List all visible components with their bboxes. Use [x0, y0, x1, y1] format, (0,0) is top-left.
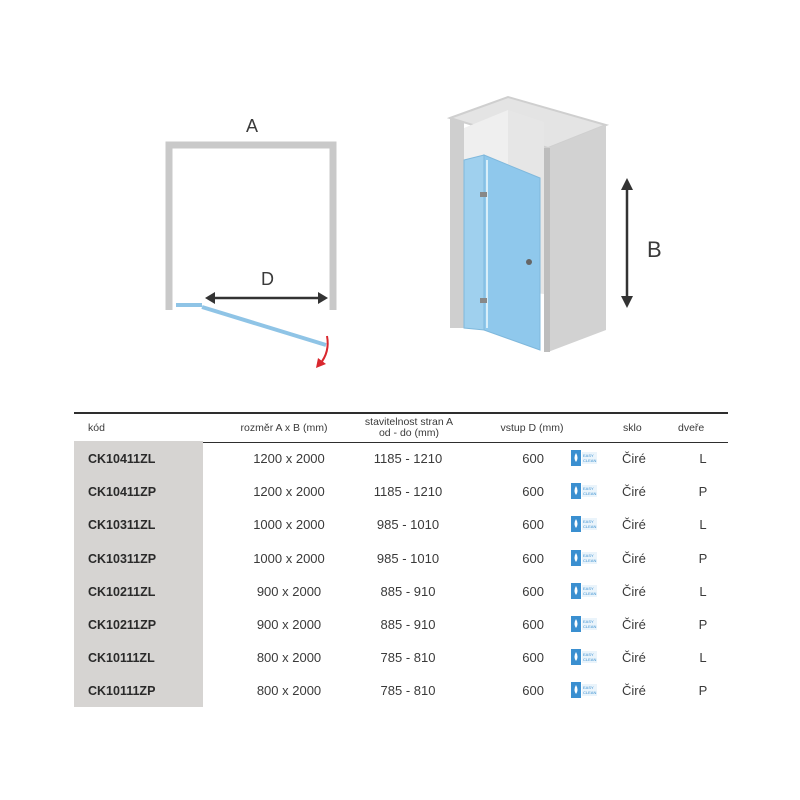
door-side-cell: L: [699, 650, 707, 666]
glass-type-cell: Čiré: [622, 451, 646, 466]
adjustability-cell: 885 - 910: [380, 617, 436, 632]
door-side-cell: P: [698, 683, 708, 699]
svg-text:CLEAN: CLEAN: [583, 624, 597, 629]
dimension-b-arrow-top: [621, 178, 633, 190]
svg-text:EASY: EASY: [583, 519, 594, 525]
header-code: kód: [88, 422, 105, 434]
table-row: [74, 641, 728, 674]
product-code: CK10311ZL: [88, 518, 156, 533]
easy-clean-icon: [571, 616, 597, 632]
header-door: dveře: [678, 422, 705, 434]
door-glass: [484, 155, 540, 350]
adjustability-cell: 985 - 1010: [376, 517, 440, 533]
left-wall: [450, 118, 464, 328]
right-wall-front: [544, 148, 550, 352]
svg-text:CLEAN: CLEAN: [583, 590, 597, 596]
svg-text:CLEAN: CLEAN: [583, 557, 597, 563]
entry-width-cell: 600: [522, 650, 544, 666]
easy-clean-icon: [571, 682, 597, 698]
dimension-b-arrow-bottom: [621, 296, 633, 308]
glass-type-cell: Čiré: [622, 650, 646, 666]
entry-width-cell: 600: [522, 484, 544, 500]
table-row: [74, 608, 728, 641]
svg-text:EASY: EASY: [583, 685, 594, 691]
fixed-glass: [464, 155, 484, 330]
right-wall-face: [548, 125, 606, 352]
svg-text:EASY: EASY: [583, 486, 594, 492]
door-side-cell: P: [698, 617, 708, 632]
hinge-bottom: [480, 298, 487, 303]
glass-type-cell: Čiré: [622, 484, 646, 500]
product-code: CK10111ZP: [88, 684, 156, 699]
door-side-cell: L: [699, 451, 707, 466]
svg-text:CLEAN: CLEAN: [583, 657, 597, 663]
dimensions-cell: 800 x 2000: [256, 683, 322, 699]
header-size: rozměr A x B (mm): [240, 422, 328, 434]
dimension-b-label: B: [647, 237, 662, 262]
dimensions-cell: 900 x 2000: [256, 617, 322, 632]
dimensions-cell: 1200 x 2000: [253, 451, 325, 466]
dimension-d-label: D: [261, 269, 274, 289]
svg-text:CLEAN: CLEAN: [583, 690, 597, 696]
door-side-cell: L: [699, 517, 707, 533]
entry-width-cell: 600: [522, 451, 544, 466]
glass-type-cell: Čiré: [622, 517, 646, 533]
entry-width-cell: 600: [522, 550, 544, 566]
glass-type-cell: Čiré: [622, 683, 646, 699]
product-code: CK10211ZP: [88, 618, 157, 632]
table-row: [74, 508, 728, 541]
dimensions-cell: 800 x 2000: [256, 650, 322, 666]
svg-text:EASY: EASY: [583, 552, 594, 558]
svg-text:EASY: EASY: [583, 585, 594, 591]
easy-clean-icon: [571, 550, 597, 566]
svg-text:CLEAN: CLEAN: [583, 458, 597, 463]
easy-clean-icon: [571, 649, 597, 665]
adjustability-cell: 885 - 910: [380, 583, 436, 599]
product-code: CK10411ZP: [88, 485, 157, 500]
svg-text:CLEAN: CLEAN: [583, 524, 597, 530]
easy-clean-icon: [571, 483, 597, 499]
dimensions-cell: 1000 x 2000: [253, 550, 325, 566]
header-adjust-line1: stavitelnost stran A: [364, 416, 454, 428]
easy-clean-icon: [571, 516, 597, 532]
header-glass: sklo: [623, 422, 642, 434]
adjustability-cell: 1185 - 1210: [373, 451, 443, 466]
adjustability-cell: 785 - 810: [380, 650, 436, 666]
svg-text:EASY: EASY: [583, 652, 594, 658]
door-side-cell: P: [698, 550, 708, 566]
product-code: CK10111ZL: [88, 651, 155, 666]
entry-width-cell: 600: [522, 617, 544, 632]
entry-width-cell: 600: [522, 517, 544, 533]
table-row: [74, 475, 728, 508]
header-adjust-line2: od - do (mm): [378, 427, 440, 439]
table-row: [74, 575, 728, 608]
dimensions-cell: 1200 x 2000: [253, 484, 325, 500]
adjustability-cell: 785 - 810: [380, 683, 436, 699]
product-code: CK10411ZL: [88, 452, 156, 466]
adjustability-cell: 1185 - 1210: [373, 484, 443, 500]
table-header: [74, 412, 728, 443]
easy-clean-icon: [571, 583, 597, 599]
table-row: [74, 542, 728, 575]
door-handle: [526, 259, 532, 265]
header-entry: vstup D (mm): [500, 422, 564, 434]
entry-width-cell: 600: [522, 683, 544, 699]
adjustability-cell: 985 - 1010: [376, 550, 440, 566]
door-side-cell: L: [699, 583, 707, 599]
svg-text:EASY: EASY: [583, 453, 594, 458]
dimensions-cell: 900 x 2000: [256, 583, 322, 599]
entry-width-cell: 600: [522, 583, 544, 599]
product-code: CK10311ZP: [88, 551, 157, 566]
table-row: [74, 674, 728, 707]
glass-type-cell: Čiré: [622, 583, 646, 599]
hinge-top: [480, 192, 487, 197]
easy-clean-icon: [571, 450, 597, 466]
glass-type-cell: Čiré: [622, 617, 646, 632]
dimension-a-label: A: [246, 116, 259, 136]
product-code: CK10211ZL: [88, 584, 156, 599]
svg-text:CLEAN: CLEAN: [583, 491, 597, 497]
door-side-cell: P: [698, 484, 708, 500]
svg-text:EASY: EASY: [583, 619, 594, 624]
table-row: [74, 442, 728, 475]
glass-type-cell: Čiré: [622, 550, 646, 566]
dimensions-cell: 1000 x 2000: [253, 517, 325, 533]
